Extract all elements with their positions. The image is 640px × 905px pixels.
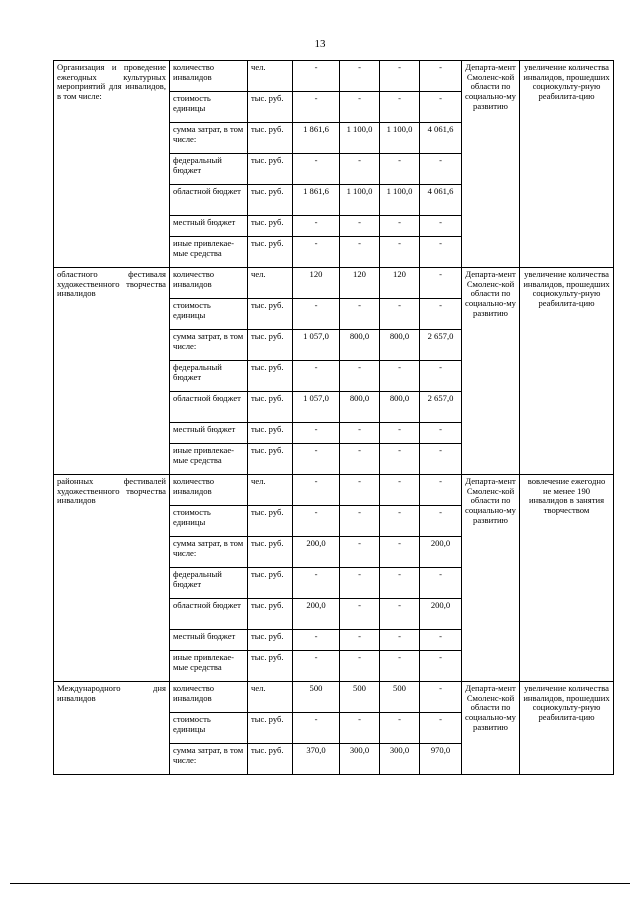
unit-cell: тыс. руб. [248,154,293,185]
value-cell: - [293,361,340,392]
program-table [53,60,614,775]
total-cell: - [420,268,462,299]
value-cell: - [380,630,420,651]
unit-cell: чел. [248,61,293,92]
unit-cell: тыс. руб. [248,237,293,268]
table-row [54,475,614,506]
result-cell: увеличение количества инвалидов, прошедших социокульту-рную реабилита-цию [520,268,614,475]
table-row [54,61,614,92]
value-cell: 800,0 [380,330,420,361]
value-cell: - [340,651,380,682]
value-cell: 800,0 [340,392,380,423]
value-cell: 1 100,0 [380,185,420,216]
indicator-cell: иные привлекае-мые средства [170,651,248,682]
value-cell: 1 057,0 [293,392,340,423]
department-cell: Департа-мент Смоленс-кой области по социально-му развитию [462,475,520,682]
indicator-cell: количество инвалидов [170,682,248,713]
unit-cell: чел. [248,268,293,299]
indicator-cell: федеральный бюджет [170,154,248,185]
value-cell: - [380,154,420,185]
value-cell: 1 100,0 [340,123,380,154]
value-cell: 120 [293,268,340,299]
value-cell: - [293,651,340,682]
value-cell: - [380,299,420,330]
activity-name: районных фестивалей художественного творчества инвалидов [54,475,170,682]
value-cell: 300,0 [380,744,420,775]
value-cell: 500 [380,682,420,713]
indicator-cell: областной бюджет [170,599,248,630]
unit-cell: тыс. руб. [248,444,293,475]
value-cell: - [293,475,340,506]
value-cell: 800,0 [380,392,420,423]
value-cell: - [380,506,420,537]
activity-name: Организация и проведение ежегодных культурных мероприятий для инвалидов, в том числе: [54,61,170,268]
value-cell: 1 100,0 [380,123,420,154]
department-cell: Департа-мент Смоленс-кой области по социально-му развитию [462,268,520,475]
value-cell: - [380,713,420,744]
total-cell: 200,0 [420,599,462,630]
indicator-cell: стоимость единицы [170,506,248,537]
value-cell: - [340,61,380,92]
department-cell: Департа-мент Смоленс-кой области по социально-му развитию [462,682,520,775]
indicator-cell: стоимость единицы [170,299,248,330]
indicator-cell: стоимость единицы [170,92,248,123]
unit-cell: тыс. руб. [248,185,293,216]
indicator-cell: сумма затрат, в том числе: [170,537,248,568]
total-cell: - [420,61,462,92]
unit-cell: тыс. руб. [248,392,293,423]
page-number: 13 [314,38,326,50]
unit-cell: тыс. руб. [248,123,293,154]
value-cell: - [380,651,420,682]
value-cell: 120 [380,268,420,299]
value-cell: - [340,537,380,568]
indicator-cell: количество инвалидов [170,475,248,506]
result-cell: увеличение количества инвалидов, прошедших социокульту-рную реабилита-цию [520,682,614,775]
value-cell: - [293,630,340,651]
table-body [54,61,614,775]
value-cell: - [293,61,340,92]
value-cell: - [380,568,420,599]
value-cell: - [340,630,380,651]
value-cell: - [293,444,340,475]
indicator-cell: количество инвалидов [170,268,248,299]
total-cell: - [420,713,462,744]
total-cell: - [420,216,462,237]
value-cell: 800,0 [340,330,380,361]
value-cell: - [340,299,380,330]
unit-cell: тыс. руб. [248,299,293,330]
value-cell: - [340,423,380,444]
value-cell: - [340,92,380,123]
value-cell: - [380,361,420,392]
total-cell: - [420,475,462,506]
indicator-cell: федеральный бюджет [170,361,248,392]
value-cell: - [340,361,380,392]
total-cell: - [420,361,462,392]
total-cell: - [420,154,462,185]
total-cell: - [420,506,462,537]
value-cell: - [293,568,340,599]
value-cell: - [380,237,420,268]
indicator-cell: сумма затрат, в том числе: [170,123,248,154]
value-cell: 1 861,6 [293,123,340,154]
total-cell: - [420,237,462,268]
total-cell: - [420,630,462,651]
table-row [54,268,614,299]
indicator-cell: местный бюджет [170,630,248,651]
value-cell: - [380,216,420,237]
value-cell: - [340,568,380,599]
value-cell: - [340,475,380,506]
indicator-cell: областной бюджет [170,392,248,423]
indicator-cell: стоимость единицы [170,713,248,744]
unit-cell: тыс. руб. [248,537,293,568]
value-cell: 1 057,0 [293,330,340,361]
value-cell: - [293,299,340,330]
total-cell: - [420,92,462,123]
unit-cell: тыс. руб. [248,330,293,361]
unit-cell: тыс. руб. [248,599,293,630]
value-cell: 200,0 [293,537,340,568]
indicator-cell: федеральный бюджет [170,568,248,599]
indicator-cell: сумма затрат, в том числе: [170,330,248,361]
unit-cell: тыс. руб. [248,630,293,651]
value-cell: - [293,423,340,444]
table-row [54,682,614,713]
value-cell: 370,0 [293,744,340,775]
value-cell: - [340,444,380,475]
value-cell: - [380,537,420,568]
value-cell: 500 [293,682,340,713]
value-cell: - [340,237,380,268]
value-cell: - [340,599,380,630]
total-cell: - [420,651,462,682]
indicator-cell: иные привлекае-мые средства [170,237,248,268]
total-cell: 2 657,0 [420,330,462,361]
unit-cell: тыс. руб. [248,651,293,682]
value-cell: - [340,713,380,744]
total-cell: 4 061,6 [420,185,462,216]
value-cell: 300,0 [340,744,380,775]
value-cell: - [293,154,340,185]
total-cell: 2 657,0 [420,392,462,423]
total-cell: - [420,682,462,713]
value-cell: - [340,154,380,185]
unit-cell: тыс. руб. [248,713,293,744]
value-cell: 120 [340,268,380,299]
indicator-cell: количество инвалидов [170,61,248,92]
unit-cell: чел. [248,682,293,713]
activity-name: областного фестиваля художественного творчества инвалидов [54,268,170,475]
total-cell: 970,0 [420,744,462,775]
department-cell: Департа-мент Смоленс-кой области по социально-му развитию [462,61,520,268]
value-cell: 500 [340,682,380,713]
page-bottom-rule [10,883,630,884]
unit-cell: тыс. руб. [248,361,293,392]
value-cell: 1 100,0 [340,185,380,216]
activity-name: Международного дня инвалидов [54,682,170,775]
total-cell: 200,0 [420,537,462,568]
unit-cell: тыс. руб. [248,216,293,237]
indicator-cell: областной бюджет [170,185,248,216]
value-cell: 1 861,6 [293,185,340,216]
indicator-cell: сумма затрат, в том числе: [170,744,248,775]
value-cell: - [380,444,420,475]
indicator-cell: местный бюджет [170,423,248,444]
total-cell: - [420,568,462,599]
value-cell: - [380,92,420,123]
indicator-cell: иные привлекае-мые средства [170,444,248,475]
value-cell: 200,0 [293,599,340,630]
value-cell: - [293,92,340,123]
unit-cell: чел. [248,475,293,506]
unit-cell: тыс. руб. [248,744,293,775]
value-cell: - [380,599,420,630]
indicator-cell: местный бюджет [170,216,248,237]
result-cell: увеличение количества инвалидов, прошедших социокульту-рную реабилита-цию [520,61,614,268]
value-cell: - [293,713,340,744]
total-cell: - [420,423,462,444]
value-cell: - [380,475,420,506]
value-cell: - [380,423,420,444]
total-cell: - [420,299,462,330]
unit-cell: тыс. руб. [248,92,293,123]
total-cell: - [420,444,462,475]
total-cell: 4 061,6 [420,123,462,154]
unit-cell: тыс. руб. [248,506,293,537]
value-cell: - [380,61,420,92]
unit-cell: тыс. руб. [248,423,293,444]
value-cell: - [340,216,380,237]
unit-cell: тыс. руб. [248,568,293,599]
value-cell: - [340,506,380,537]
value-cell: - [293,237,340,268]
value-cell: - [293,216,340,237]
result-cell: вовлечение ежегодно не менее 190 инвалидов в занятия творчеством [520,475,614,682]
value-cell: - [293,506,340,537]
